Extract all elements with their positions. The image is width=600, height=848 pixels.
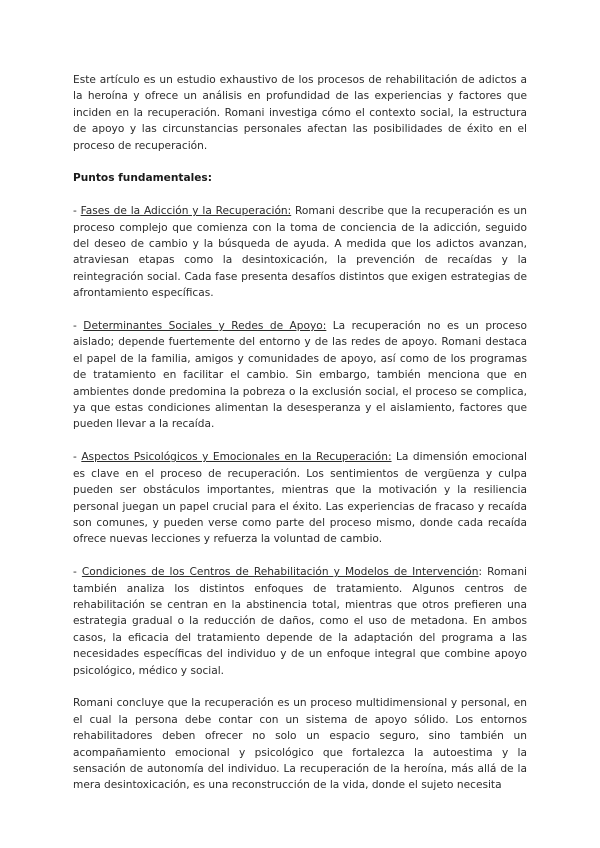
point-text-social: La recuperación no es un proceso aislado; depende fuertemente del entorno y de las redes de apoyo. Romani destaca el papel de la familia, amigos y comunidades de apoyo, así como de los programas de tratamiento en facilitar el cambio. Sin embargo, también menciona que en ambientes donde predomina la pobreza o la exclusión social, el proceso se complica, ya que estas condiciones alimentan la desesperanza y el aislamiento, factores que pueden llevar a la recaída. (73, 320, 527, 431)
conclusion-paragraph: Romani concluye que la recuperación es un proceso multidimensional y personal, en el cual la persona debe contar con un sistema de apoyo sólido. Los entornos rehabilitadores deben ofrecer no solo un espacio seguro, sino también un acompañamiento emocional y psicológico que fortalezca la autoestima y la sensación de autonomía del individuo. La recuperación de la heroína, más allá de la mera desintoxicación, es una reconstrucción de la vida, donde el sujeto necesita (73, 697, 527, 792)
point-dash: - (73, 566, 82, 579)
intro-paragraph: Este artículo es un estudio exhaustivo de los procesos de rehabilitación de adictos a la heroína y ofrece un análisis en profundidad de las experiencias y factores que inciden en la recuperación. Romani investiga cómo el contexto social, la estructura de apoyo y las circunstancias personales afectan las posibilidades de éxito en el proceso de recuperación. (73, 74, 527, 152)
point-paragraph-3 (73, 449, 527, 547)
section-heading: Puntos fundamentales: (73, 172, 212, 185)
point-dash: - (73, 320, 84, 333)
point-text-psychological: La dimensión emocional es clave en el proceso de recuperación. Los sentimientos de vergüenza y culpa pueden ser obstáculos importantes, mientras que la motivación y la resiliencia personal juegan un papel crucial para el éxito. Las experiencias de fracaso y recaída son comunes, y pueden verse como parte del proceso mismo, donde cada recaída ofrece nuevas lecciones y refuerza la voluntad de cambio. (73, 451, 527, 546)
point-dash: - (73, 205, 81, 218)
point-paragraph-1 (73, 203, 527, 301)
point-term-phases: Fases de la Adicción y la Recuperación: (80, 205, 292, 218)
point-text-phases: Romani describe que la recuperación es un proceso complejo que comienza con la toma de conciencia de la adicción, seguido del deseo de cambio y la búsqueda de ayuda. A medida que los adictos avanzan, atraviesan etapas como la desintoxicación, la prevención de recaídas y la reintegración social. Cada fase presenta desafíos distintos que exigen estrategias de afrontamiento específicas. (73, 205, 527, 300)
point-paragraph-2 (73, 318, 527, 433)
point-term-psychological: Aspectos Psicológicos y Emocionales en la Recuperación: (81, 451, 392, 464)
point-text-centers: : Romani también analiza los distintos enfoques de tratamiento. Algunos centros de rehabilitación se centran en la abstinencia total, mientras que otros prefieren una estrategia gradual o la reducción de daños, como el uso de metadona. En ambos casos, la eficacia del tratamiento depende de la adaptación del programa a las necesidades específicas del individuo y de un enfoque integral que combine apoyo psicológico, médico y social. (73, 566, 527, 677)
point-paragraph-4 (73, 564, 527, 679)
point-dash: - (73, 451, 82, 464)
document-body (73, 72, 527, 810)
point-term-centers: Condiciones de los Centros de Rehabilitación y Modelos de Intervención (81, 566, 479, 579)
point-term-social: Determinantes Sociales y Redes de Apoyo: (83, 320, 327, 333)
